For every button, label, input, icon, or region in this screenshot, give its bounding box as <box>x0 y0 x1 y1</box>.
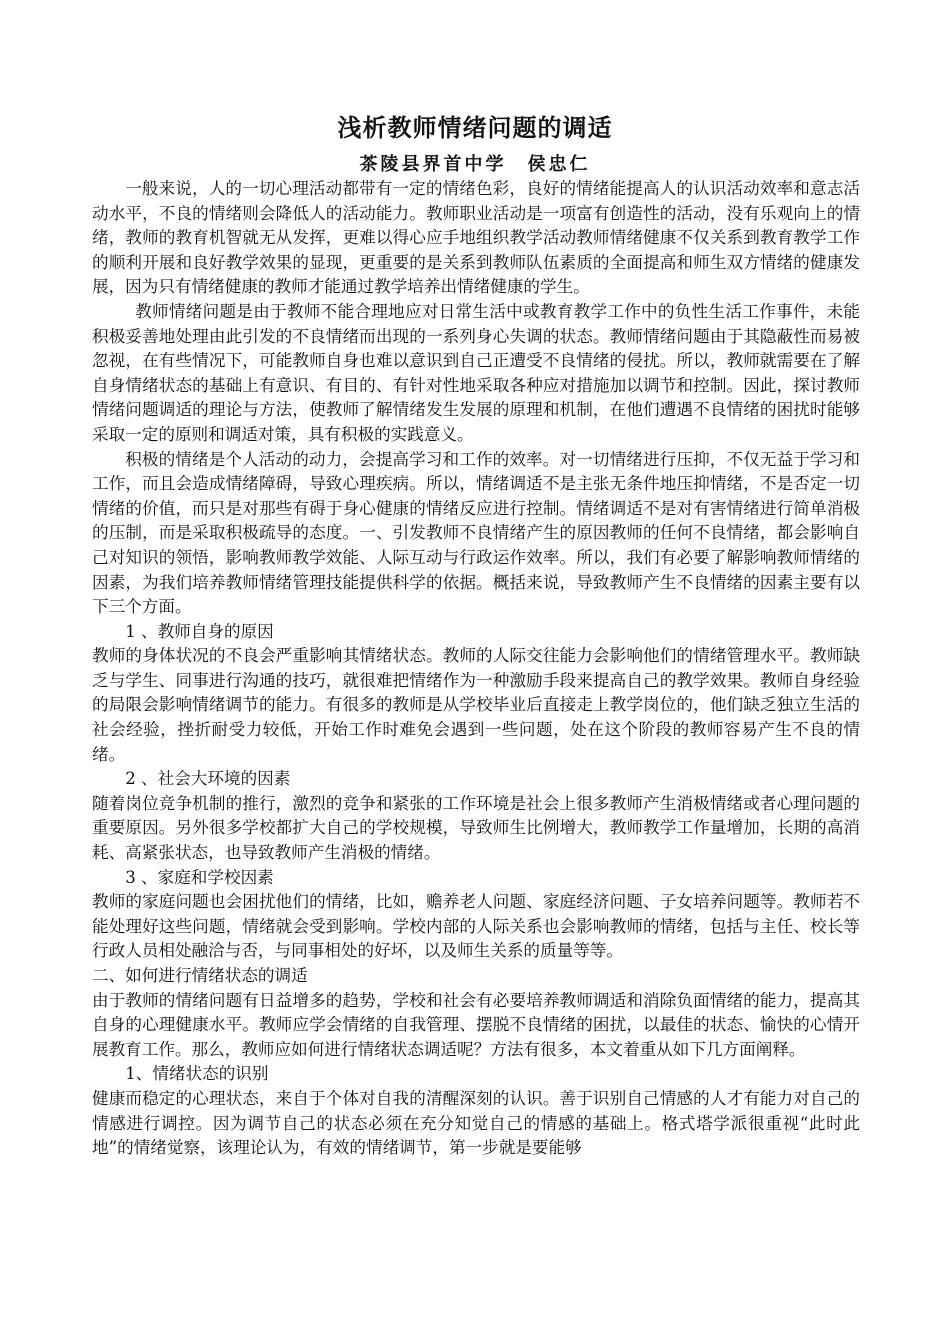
section-heading-how-to-adjust: 二、如何进行情绪状态的调适 <box>92 966 308 985</box>
paragraph-family-school-causes: 教师的家庭问题也会困扰他们的情绪，比如，赡养老人问题、家庭经济问题、子女培养问题等。教师若不能处理好这些问题，情绪就会受到影响。学校内部的人际关系也会影响教师的情绪，包括与主任、校长等行政人员相处融洽与否，与同事相处的好坏，以及师生关系的质量等等。 <box>92 892 860 961</box>
paragraph-self-causes: 教师的身体状况的不良会严重影响其情绪状态。教师的人际交往能力会影响他们的情绪管理水平。教师缺乏与学生、同事进行沟通的技巧，就很难把情绪作为一种激励手段来提高自己的教学效果。教师自身经验的局限会影响情绪调节的能力。有很多的教师是从学校毕业后直接走上教学岗位的，他们缺乏独立生活的社会经验，挫折耐受力较低，开始工作时难免会遇到一些问题，处在这个阶段的教师容易产生不良的情绪。 <box>92 646 860 764</box>
document-body <box>92 177 860 1161</box>
paragraph-positive-emotion: 积极的情绪是个人活动的动力，会提高学习和工作的效率。对一切情绪进行压抑，不仅无益于学习和工作，而且会造成情绪障碍，导致心理疾病。所以，情绪调适不是主张无条件地压抑情绪，不是否定一切情绪的价值，而只是对那些有碍于身心健康的情绪反应进行控制。情绪调适不是对有害情绪进行简单消极的压制，而是采取积极疏导的态度。一、引发教师不良情绪产生的原因教师的任何不良情绪，都会影响自己对知识的领悟，影响教师教学效能、人际互动与行政运作效率。所以，我们有必要了解影响教师情绪的因素，为我们培养教师情绪管理技能提供科学的依据。概括来说，导致教师产生不良情绪的因素主要有以下三个方面。 <box>92 449 860 617</box>
document-title: 浅析教师情绪问题的调适 <box>337 114 613 142</box>
paragraph-intro: 一般来说，人的一切心理活动都带有一定的情绪色彩，良好的情绪能提高人的认识活动效率和意志活动水平，不良的情绪则会降低人的活动能力。教师职业活动是一项富有创造性的活动，没有乐观向上的情绪，教师的教育机智就无从发挥，更难以得心应手地组织教学活动教师情绪健康不仅关系到教育教学工作的顺利开展和良好教学效果的显现，更重要的是关系到教师队伍素质的全面提高和师生双方情绪的健康发展，因为只有情绪健康的教师才能通过教学培养出情绪健康的学生。 <box>92 179 860 297</box>
author-byline: 茶陵县界首中学 侯忠仁 <box>359 154 591 175</box>
section-heading-self: 1 、教师自身的原因 <box>125 621 274 641</box>
section-heading-society: 2 、社会大环境的因素 <box>125 769 291 789</box>
section-heading-recognition: 1、情绪状态的识别 <box>125 1064 269 1084</box>
paragraph-recognition: 健康而稳定的心理状态，来自于个体对自我的清醒深刻的认识。善于识别自己情感的人才有能力对自己的情感进行调控。因为调节自己的状态必须在充分知觉自己的情感的基础上。格式塔学派很重视“此时此地”的情绪觉察，该理论认为，有效的情绪调节，第一步就是要能够 <box>92 1088 860 1158</box>
paragraph-definition: 教师情绪问题是由于教师不能合理地应对日常生活中或教育教学工作中的负性生活工作事件，未能积极妥善地处理由此引发的不良情绪而出现的一系列身心失调的状态。教师情绪问题由于其隐蔽性而易被忽视，在有些情况下，可能教师自身也难以意识到自己正遭受不良情绪的侵扰。所以，教师就需要在了解自身情绪状态的基础上有意识、有目的、有针对性地采取各种应对措施加以调节和控制。因此，探讨教师情绪问题调适的理论与方法，使教师了解情绪发生发展的原理和机制，在他们遭遇不良情绪的困扰时能够采取一定的原则和调适对策，具有积极的实践意义。 <box>92 301 860 444</box>
section-heading-family-school: 3 、家庭和学校因素 <box>125 867 274 887</box>
paragraph-society-causes: 随着岗位竞争机制的推行，激烈的竞争和紧张的工作环境是社会上很多教师产生消极情绪或者心理问题的重要原因。另外很多学校都扩大自己的学校规模，导致师生比例增大，教师教学工作量增加，长期的高消耗、高紧张状态，也导致教师产生消极的情绪。 <box>92 793 860 863</box>
paragraph-adjust-intro: 由于教师的情绪问题有日益增多的趋势，学校和社会有必要培养教师调适和消除负面情绪的能力，提高其自身的心理健康水平。教师应学会情绪的自我管理、摆脱不良情绪的困扰，以最佳的状态、愉快的心情开展教育工作。那么，教师应如何进行情绪状态调适呢？方法有很多，本文着重从如下几方面阐释。 <box>92 990 860 1059</box>
